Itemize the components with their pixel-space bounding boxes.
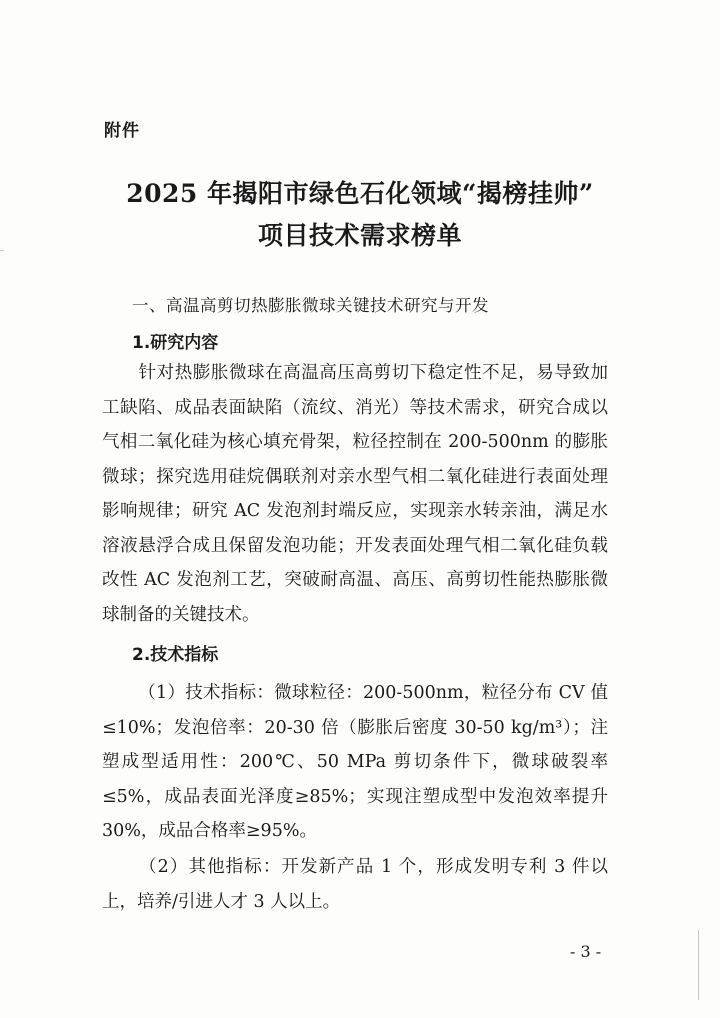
section-heading: 一、高温高剪切热膨胀微球关键技术研究与开发 [132,296,489,315]
other-indicators-text: （2）其他指标：开发新产品 1 个，形成发明专利 3 件以上，培养/引进人才 3 人以上。 [102,857,608,912]
research-content-paragraph [102,356,608,632]
technical-indicators-text: （1）技术指标：微球粒径：200-500nm，粒径分布 CV 值≤10%；发泡倍率：20-30 倍（膨胀后密度 30-50 kg/m³）；注塑成型适用性：200℃、50 MPa 剪切条件下，微球破裂率≤5%，成品表面光泽度≥85%；实现注塑成型中发泡效率提升 30%，成品合格率≥95%。 [102,683,608,841]
research-content-heading: 1.研究内容 [132,333,219,353]
attachment-label: 附件 [104,121,140,141]
document-title-line-2: 项目技术需求榜单 [257,221,462,250]
page-number: - 3 - [570,942,602,961]
scan-edge-mark [698,930,699,1000]
document-title-line-1: 2025 年揭阳市绿色石化领域“揭榜挂帅” [126,179,594,208]
research-content-text: 针对热膨胀微球在高温高压高剪切下稳定性不足，易导致加工缺陷、成品表面缺陷（流纹、消光）等技术需求，研究合成以气相二氧化硅为核心填充骨架，粒径控制在 200-500nm 的膨胀微球；探究选用硅烷偶联剂对亲水型气相二氧化硅进行表面处理影响规律；研究 AC 发泡剂封端反应，实现亲水转亲油，满足水溶液悬浮合成且保留发泡功能；开发表面处理气相二氧化硅负载改性 AC 发泡剂工艺，突破耐高温、高压、高剪切性能热膨胀微球制备的关键技术。 [102,363,608,625]
scan-edge-mark [0,250,4,251]
technical-indicators-paragraph [102,676,608,849]
technical-indicators-heading: 2.技术指标 [132,645,219,665]
other-indicators-paragraph [102,850,608,919]
